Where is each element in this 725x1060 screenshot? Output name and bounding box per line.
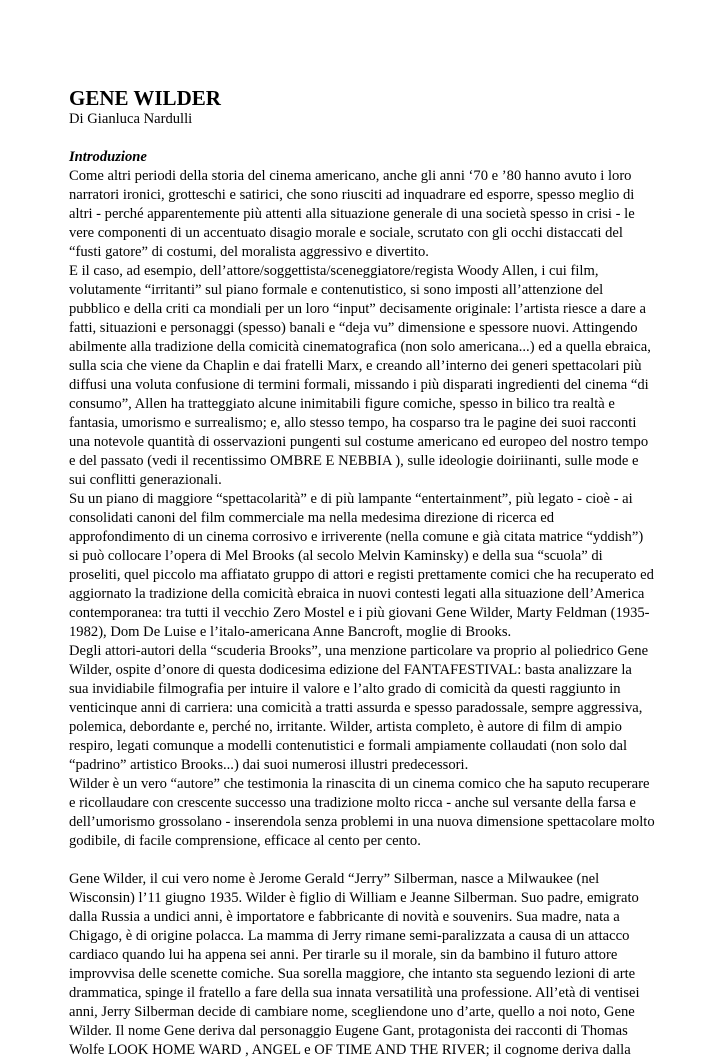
text-line: sulla scia che viene da Chaplin e dai fratelli Marx, e creando all’interno dei generi spettacolari più — [69, 358, 642, 374]
text-line: “padrino” artistico Brooks...) dai suoi numerosi illustri predecessori. — [69, 757, 469, 773]
text-line: e del passato (vedi il recentissimo OMBRE E NEBBIA ), sulle ideologie doiriinanti, sulle mode e — [69, 453, 639, 469]
text-line: Degli attori-autori della “scuderia Brooks”, una menzione particolare va proprio al poliedrico Gene — [69, 643, 649, 659]
text-line: Gene Wilder, il cui vero nome è Jerome Gerald “Jerry” Silberman, nasce a Milwaukee (nel — [69, 871, 600, 887]
text-line: anni, Jerry Silberman decide di cambiare nome, scegliendone uno d’arte, quello a noi noto, Gene — [69, 1004, 635, 1020]
paragraphs-container — [69, 167, 661, 1060]
text-line: dalla Russia a undici anni, è importatore e fabbricante di novità e souvenirs. Sua madre, nata a — [69, 909, 620, 925]
text-line: cardiaco quando lui ha appena sei anni. Per tirarle su il morale, sin da bambino il futuro attore — [69, 947, 618, 963]
document-title: GENE WILDER — [69, 86, 221, 110]
text-line: sui conflitti generazionali. — [69, 472, 222, 488]
paragraph-spacer — [69, 851, 661, 870]
text-line: consumo”, Allen ha tratteggiato alcune inimitabili figure comiche, spesso in bilico tra realtà e — [69, 396, 615, 412]
paragraph — [69, 870, 661, 1060]
text-line: si può collocare l’opera di Mel Brooks (al secolo Melvin Kaminsky) e della sua “scuola” di — [69, 548, 603, 564]
text-line: E il caso, ad esempio, dell’attore/soggettista/sceneggiatore/regista Woody Allen, i cui film, — [69, 263, 599, 279]
author-byline: Di Gianluca Nardulli — [69, 111, 193, 127]
paragraph — [69, 642, 661, 775]
text-line: fatti, situazioni e personaggi (spesso) banali e “deja vu” dimensione e spessore nuovi. Attingendo — [69, 320, 638, 336]
text-line: abilmente alla tradizione della comicità cinematografica (non solo americana...) ed a quella ebraica, — [69, 339, 651, 355]
text-line: diffusi una voluta confusione di termini formali, missando i più disparati ingredienti del cinema “di — [69, 377, 649, 393]
text-line: Wilder. Il nome Gene deriva dal personaggio Eugene Gant, protagonista dei racconti di Thomas — [69, 1023, 628, 1039]
text-line: sua invidiabile filmografia per intuire il valore e l’alto grado di comicità da questi raggiunto in — [69, 681, 621, 697]
text-line: pubblico e della criti ca mondiali per un loro “input” decisamente originale: l’artista riesce a dare a — [69, 301, 647, 317]
text-line: 1982), Dom De Luise e l’italo-americana Anne Bancroft, moglie di Brooks. — [69, 624, 512, 640]
text-line: drammatica, spinge il fratello a fare della sua innata versatilità una professione. All’età di ventisei — [69, 985, 640, 1001]
text-line: volutamente “irritanti” sul piano formale e contenutistico, si sono imposti all’attenzione del — [69, 282, 604, 298]
paragraph — [69, 775, 661, 851]
text-line: contemporanea: tra tutti il vecchio Zero Mostel e i più giovani Gene Wilder, Marty Feldman (1935- — [69, 605, 650, 621]
text-line: Wisconsin) l’11 giugno 1935. Wilder è figlio di William e Jeanne Silberman. Suo padre, emigrato — [69, 890, 639, 906]
text-line: proseliti, quel piccolo ma affiatato gruppo di attori e registi prettamente comici che ha recuperato ed — [69, 567, 654, 583]
text-line: godibile, di facile comprensione, efficace al cento per cento. — [69, 833, 421, 849]
text-line: dell’umorismo grossolano - inserendola senza problemi in una nuova dimensione spettacolare molto — [69, 814, 655, 830]
text-line: Come altri periodi della storia del cinema americano, anche gli anni ‘70 e ’80 hanno avuto i loro — [69, 168, 632, 184]
text-line: una notevole quantità di osservazioni pungenti sul costume americano ed europeo del nostro tempo — [69, 434, 649, 450]
text-line: Wilder, ospite d’onore di questa dodicesima edizione del FANTAFESTIVAL: basta analizzare la — [69, 662, 632, 678]
text-line: approfondimento di un cinema corrosivo e irriverente (nella comune e già citata matrice “yddish”) — [69, 529, 644, 545]
text-line: Chigago, è di origine polacca. La mamma di Jerry rimane semi-paralizzata a causa di un attacco — [69, 928, 630, 944]
paragraph — [69, 262, 661, 490]
paragraph — [69, 490, 661, 642]
text-line: aggiornato la tradizione della comicità ebraica in nuovi contesti legati alla situazione dell’America — [69, 586, 645, 602]
text-line: altri - perché apparentemente più attenti alla situazione generale di una società spesso in crisi - le — [69, 206, 635, 222]
text-line: “fusti gatore” di costumi, del moralista aggressivo e divertito. — [69, 244, 429, 260]
text-line: Wolfe LOOK HOME WARD , ANGEL e OF TIME AND THE RIVER; il cognome deriva dalla — [69, 1042, 631, 1058]
text-line: improvvisa delle scenette comiche. Sua sorella maggiore, che intanto sta seguendo lezioni di arte — [69, 966, 636, 982]
text-line: respiro, legati comunque a modelli contenutistici e formali ampiamente collaudati (non solo dal — [69, 738, 628, 754]
text-line: polemica, debordante e, perché no, irritante. Wilder, artista completo, è autore di film di ampio — [69, 719, 622, 735]
text-line: consolidati canoni del film commerciale ma nella medesima direzione di ricerca ed — [69, 510, 555, 526]
text-line: venticinque anni di carriera: una comicità a tratti assurda e spesso paradossale, sempre aggressiva, — [69, 700, 643, 716]
paragraph — [69, 167, 661, 262]
text-line: e ricollaudare con crescente successo una tradizione molto ricca - anche sul versante della farsa e — [69, 795, 636, 811]
document-body — [69, 86, 661, 1060]
text-line: Wilder è un vero “autore” che testimonia la rinascita di un cinema comico che ha saputo recuperare — [69, 776, 650, 792]
text-line: vere componenti di un accentuato disagio morale e sociale, scrutato con gli occhi distaccati del — [69, 225, 623, 241]
text-line: narratori ironici, grotteschi e satirici, che sono riusciti ad inquadrare ed esporre, spesso meglio di — [69, 187, 635, 203]
text-line: fantasia, umorismo e surrealismo; e, allo stesso tempo, ha cosparso tra le pagine dei suoi racconti — [69, 415, 637, 431]
section-heading-introduzione: Introduzione — [69, 149, 147, 165]
text-line: Su un piano di maggiore “spettacolarità” e di più lampante “entertainment”, più legato - cioè - ai — [69, 491, 633, 507]
